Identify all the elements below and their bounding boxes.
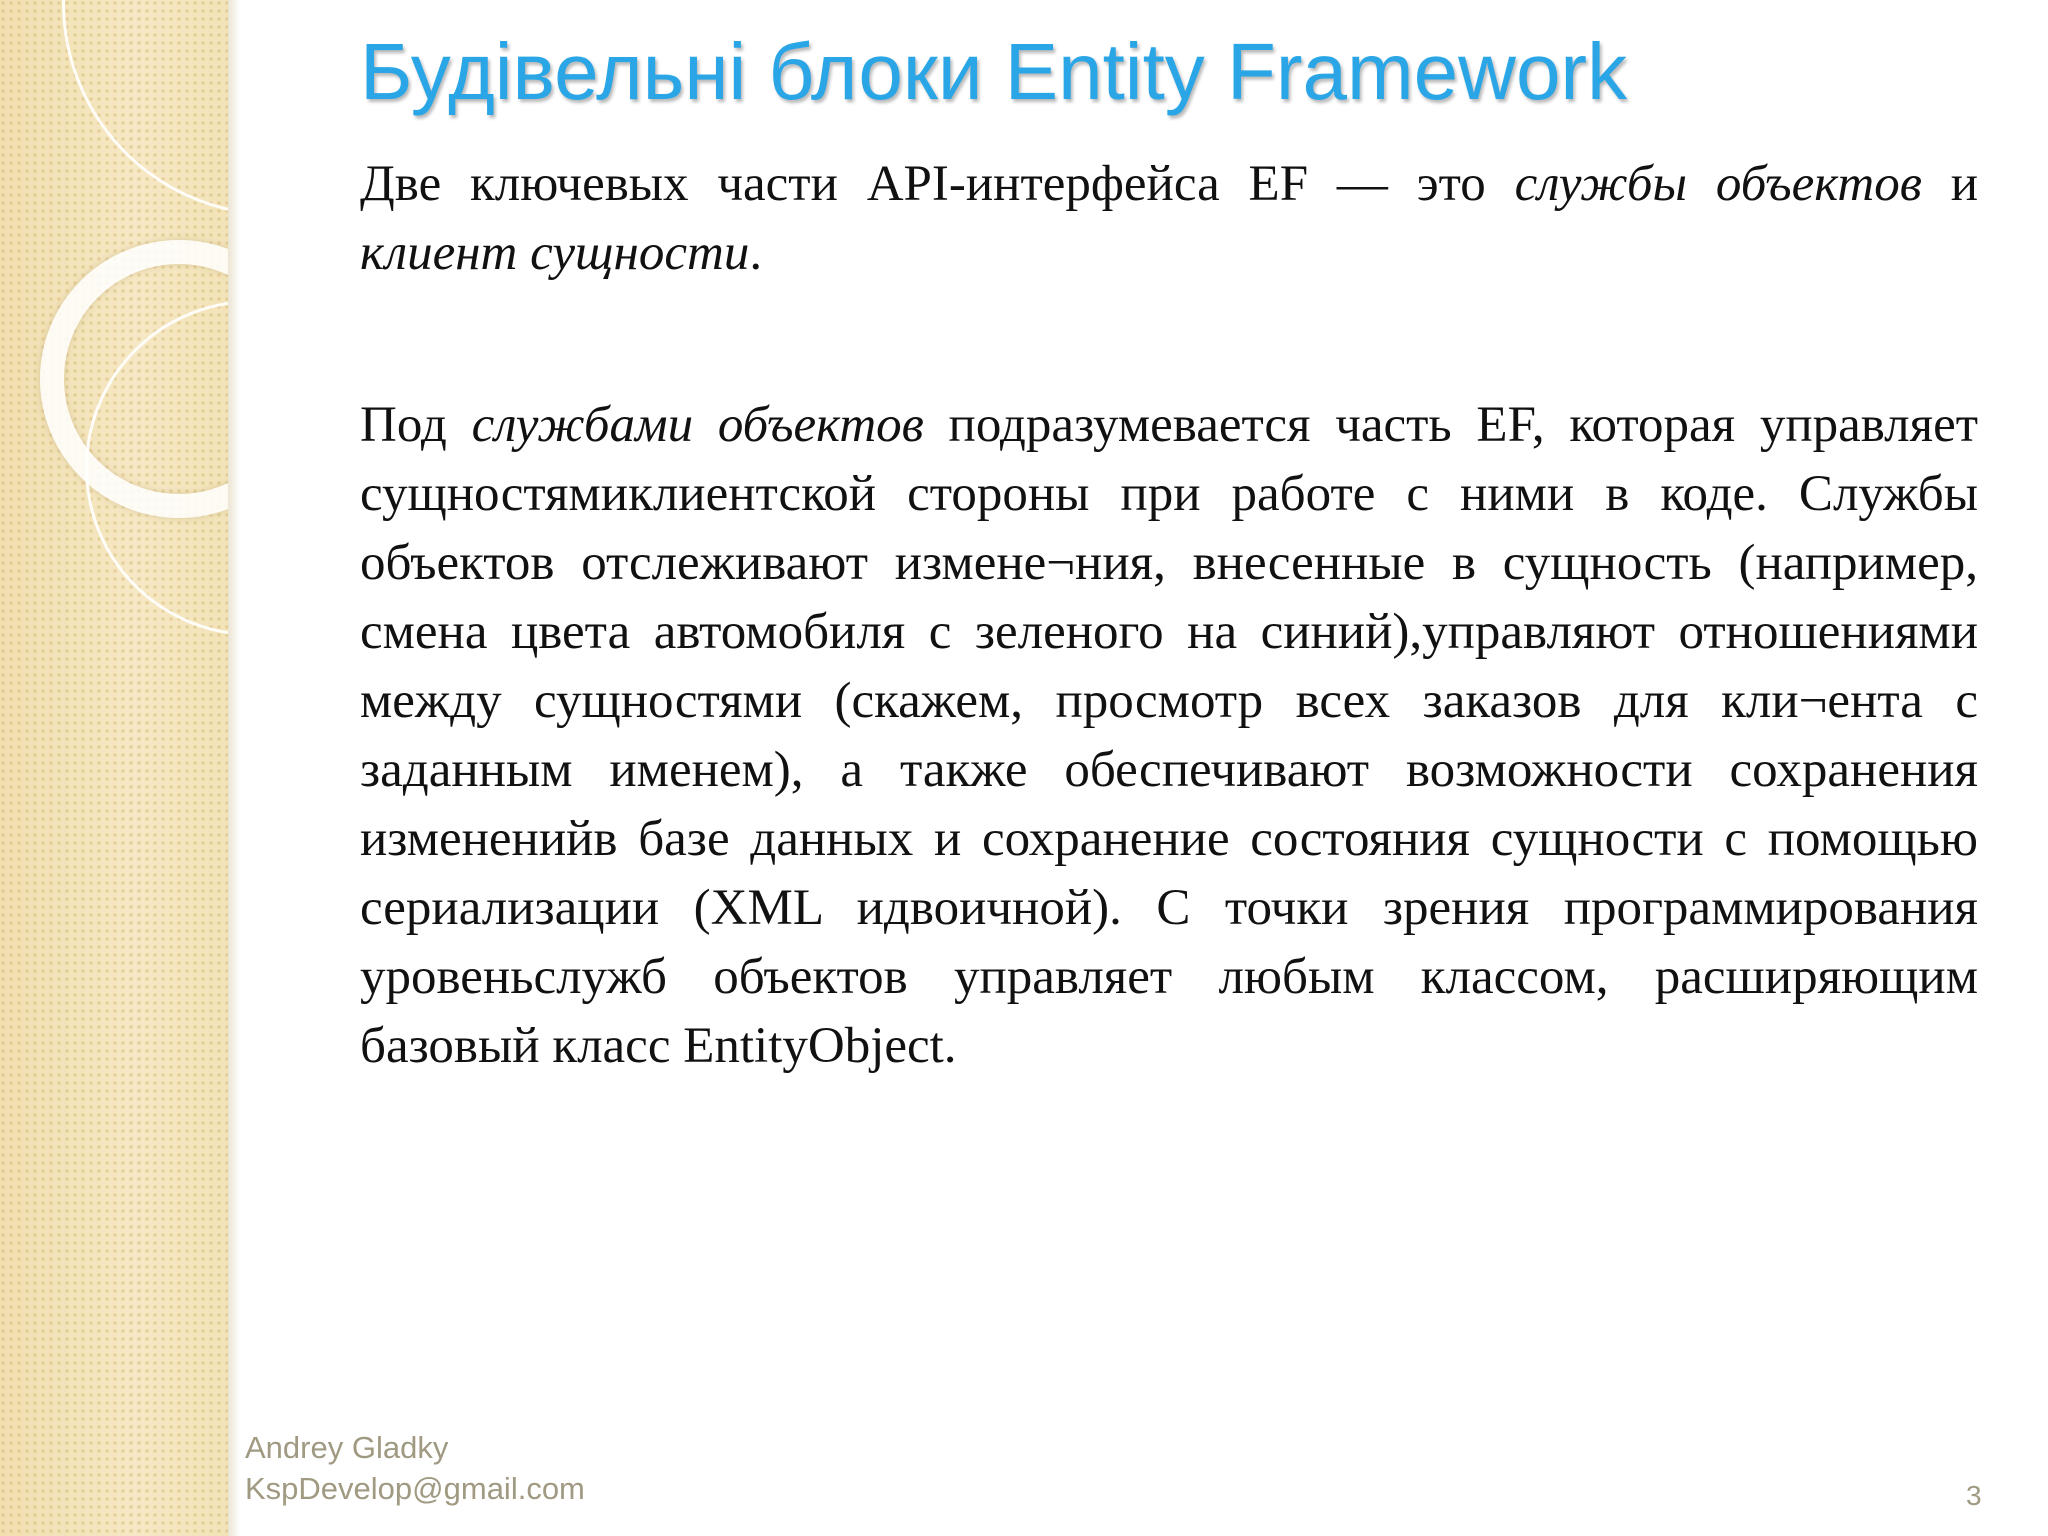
slide-title: Будівельні блоки Entity Framework: [360, 27, 1628, 116]
paragraph-1-text-3: .: [749, 225, 763, 281]
paragraph-2: [360, 391, 1978, 1081]
decorative-sidebar: [0, 0, 228, 1536]
paragraph-1-italic-1: службы объектов: [1514, 156, 1922, 212]
sidebar-edge-shadow: [228, 0, 240, 1536]
paragraph-1-text-1: Две ключевых части API-интерфейса EF — это: [360, 156, 1515, 212]
paragraph-2-text-1: Под: [360, 397, 472, 453]
paragraph-2-italic-1: службами объектов: [471, 397, 924, 453]
paragraph-1-text-2: и: [1921, 156, 1979, 212]
slide-body: [360, 150, 1978, 1081]
paragraph-2-text-2: подразумевается часть EF, которая управляет сущностямиклиентской стороны при работе с ними в коде. Службы объектов отслеживают измене¬ния, внесенные в сущность (например, смена цвета автомобиля с зеленого на синий),управляют отношениями между сущностями (скажем, просмотр всех заказов для кли¬ента с заданным именем), а также обеспечивают возможности сохранения измененийв базе данных и сохранение состояния сущности с помощью сериализации (XML идвоичной). С точки зрения программирования уровеньслужб объектов управляет любым классом, расширяющим базовый класс EntityObject.: [360, 397, 1979, 1074]
paragraph-1: [360, 150, 1978, 288]
footer-email: KspDevelop@gmail.com: [245, 1471, 585, 1506]
decorative-ring-large: [62, 0, 228, 216]
slide-number: 3: [1966, 1480, 1982, 1511]
paragraph-1-italic-2: клиент сущности: [360, 225, 750, 281]
footer-author: Andrey Gladky: [245, 1430, 449, 1465]
